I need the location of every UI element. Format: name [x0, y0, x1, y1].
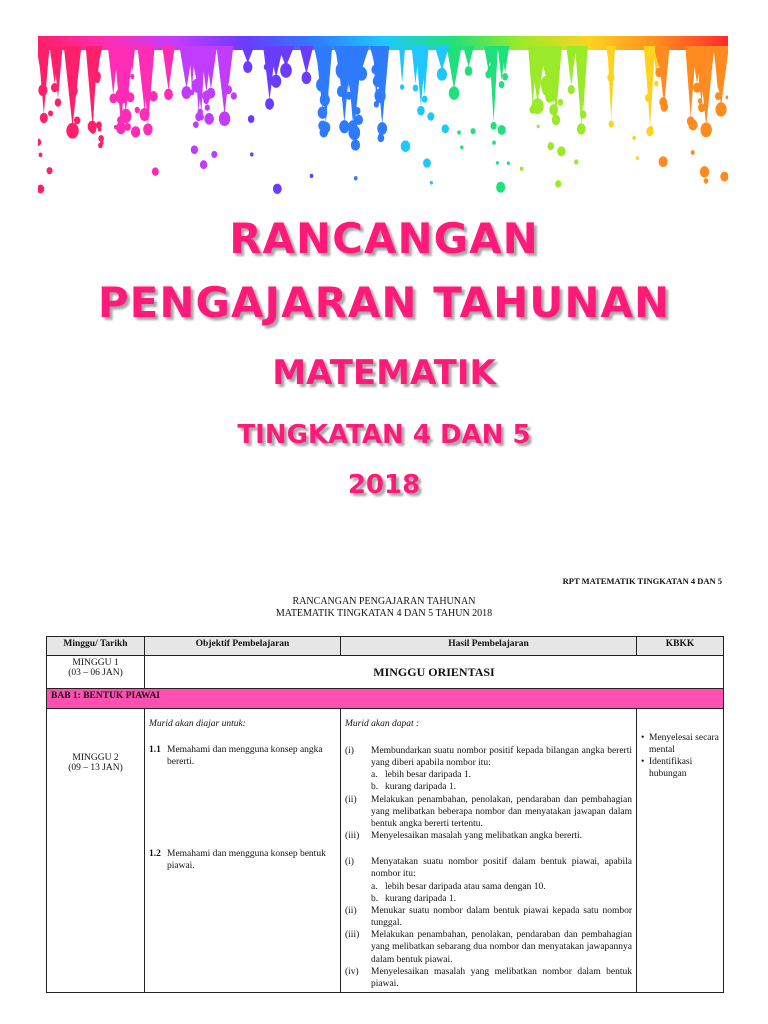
paint-drop	[95, 76, 100, 83]
outcome-list-1-1	[345, 745, 632, 842]
paint-drop	[225, 85, 232, 94]
paint-drop	[38, 185, 44, 194]
lesson-plan-table	[46, 636, 724, 993]
week2-dates: (09 – 13 JAN)	[68, 763, 123, 773]
paint-drop	[265, 98, 274, 110]
paint-drop	[98, 135, 104, 142]
paint-drop	[124, 123, 131, 131]
outcome-number: (ii)	[345, 905, 357, 916]
paint-drop	[507, 161, 510, 165]
paint-drop	[427, 112, 434, 121]
kbkk-item: • Identifikasi hubungan	[641, 757, 719, 781]
paint-drop	[38, 139, 41, 146]
paint-drop	[351, 140, 360, 151]
paint-drop	[691, 150, 695, 155]
outcome-intro: Murid akan dapat :	[345, 719, 420, 729]
paint-drop	[457, 130, 461, 134]
paint-drop	[688, 119, 697, 130]
paint-drop	[248, 115, 255, 123]
paint-drip	[241, 46, 254, 63]
paint-drip	[645, 46, 656, 127]
outcome-item	[345, 830, 632, 842]
paint-drop	[417, 106, 424, 116]
paint-drop	[465, 66, 473, 76]
table-row-week2	[47, 709, 724, 993]
outcome-number: (i)	[345, 857, 354, 868]
paint-drop	[401, 140, 411, 152]
outcome-number: b.	[371, 782, 379, 793]
paint-drop	[496, 161, 499, 165]
outcome-subitem	[345, 881, 632, 893]
paint-drop	[492, 140, 496, 144]
kbkk-text: Menyelesai secara mental	[649, 733, 719, 755]
header-outcome: Hasil Pembelajaran	[341, 637, 637, 656]
outcome-text: lebih besar daripada atau sama dengan 10.	[385, 881, 546, 892]
objective-1-1	[149, 745, 336, 769]
paint-drop	[55, 98, 62, 106]
paint-drop	[126, 92, 134, 102]
outcome-cell	[341, 709, 637, 993]
paint-drop	[608, 121, 613, 128]
paint-drop	[211, 151, 217, 158]
outcome-subitem	[345, 781, 632, 793]
outcome-number: (iii)	[345, 831, 360, 842]
week2-label: MINGGU 2	[72, 753, 119, 763]
paint-drop	[568, 85, 575, 94]
orientation-cell: MINGGU ORIENTASI	[145, 656, 724, 689]
paint-drop	[348, 125, 360, 140]
outcome-text: Melakukan penambahan, penolakan, pendaraban dan pembahagian yang melibatkan sebarang dua nombor dan menyatakan jawapannya dalam bentuk piawai.	[371, 930, 632, 965]
objective-number: 1.1	[149, 745, 161, 755]
paint-drop	[96, 121, 102, 128]
paint-drop	[400, 84, 404, 90]
paint-drop	[423, 158, 431, 167]
paint-drip	[685, 46, 696, 117]
paint-drip	[463, 46, 474, 67]
paint-drop	[661, 102, 669, 112]
cover-title-line1: RANCANGAN	[229, 214, 539, 263]
paint-drop	[413, 85, 418, 92]
week1-label: MINGGU 1	[72, 658, 119, 668]
paint-drop	[437, 68, 447, 81]
paint-drip	[399, 46, 405, 83]
paint-drop	[377, 122, 387, 135]
paint-drop	[449, 86, 460, 100]
paint-drop	[654, 81, 658, 87]
paint-drop	[90, 126, 96, 134]
paint-drop	[200, 160, 207, 169]
paint-drop	[280, 63, 292, 78]
paint-drop	[498, 125, 506, 135]
paint-drop	[577, 123, 586, 134]
kbkk-item: • Menyelesai secara mental	[641, 733, 719, 755]
cover-title-line2: PENGAJARAN TAHUNAN	[97, 278, 671, 327]
outcome-item	[345, 794, 632, 830]
cover-subject: MATEMATIK	[272, 353, 496, 393]
paint-drop	[152, 167, 159, 175]
paint-drips-banner	[38, 36, 728, 196]
paint-drop	[114, 125, 118, 129]
paint-drop	[131, 126, 140, 137]
paint-drop	[555, 180, 561, 187]
paint-drop	[193, 121, 199, 128]
objective-cell	[145, 709, 341, 993]
paint-drop	[98, 127, 102, 131]
objective-intro: Murid akan diajar untuk:	[149, 719, 246, 729]
paint-drop	[205, 104, 210, 110]
paint-drop	[66, 123, 78, 139]
paint-drop	[485, 71, 491, 79]
paint-drop	[310, 174, 314, 178]
outcome-subitem	[345, 893, 632, 905]
outcome-text: Menyelesaikan masalah yang melibatkan nombor dalam bentuk piawai.	[371, 966, 632, 989]
paint-drop	[250, 152, 253, 156]
paint-drop	[537, 102, 543, 109]
paint-drip	[38, 46, 49, 114]
paint-drop	[442, 124, 449, 133]
paint-drop	[320, 127, 329, 137]
kbkk-cell	[637, 709, 724, 993]
paint-drip	[606, 46, 616, 73]
paint-drop	[109, 94, 117, 104]
paint-drop	[430, 181, 433, 185]
paint-drop	[704, 178, 709, 184]
objective-text: Memahami dan mengguna konsep angka bererti.	[167, 745, 323, 767]
paint-drop	[339, 120, 349, 133]
paint-drop	[558, 99, 564, 106]
paint-drip	[435, 46, 450, 70]
paint-drop	[496, 182, 505, 193]
doc-title-line2: MATEMATIK TINGKATAN 4 DAN 5 TAHUN 2018	[275, 608, 493, 619]
paint-drop	[219, 111, 230, 126]
paint-drop	[117, 116, 123, 124]
paint-drop	[149, 91, 158, 102]
running-header: RPT MATEMATIK TINGKATAN 4 DAN 5	[562, 576, 722, 586]
paint-drop	[243, 61, 252, 73]
paint-drop	[607, 73, 614, 82]
paint-drop	[470, 128, 475, 134]
table-header-row	[47, 637, 724, 656]
paint-drip	[489, 46, 498, 122]
outcome-text: kurang daripada 1.	[385, 893, 456, 904]
outcome-item	[345, 929, 632, 965]
paint-drop	[460, 145, 463, 149]
paint-drop	[135, 107, 140, 113]
paint-drop	[203, 98, 208, 105]
week1-dates: (03 – 06 JAN)	[68, 668, 123, 678]
outcome-item	[345, 966, 632, 990]
paint-drop	[700, 166, 710, 177]
outcome-number: a.	[371, 770, 378, 781]
paint-drop	[40, 113, 48, 123]
outcome-subitem	[345, 769, 632, 781]
paint-drop	[719, 108, 724, 115]
paint-drop	[491, 122, 497, 130]
outcome-number: (ii)	[345, 794, 357, 805]
paint-drip	[162, 46, 175, 90]
paint-drop	[130, 74, 134, 79]
paint-drop	[204, 113, 214, 125]
paint-drop	[655, 67, 663, 77]
paint-drop	[698, 103, 705, 112]
paint-drop	[636, 156, 639, 160]
cover-level: TINGKATAN 4 DAN 5	[237, 420, 531, 450]
outcome-number: (iv)	[345, 966, 359, 977]
paint-drop	[520, 167, 524, 171]
paint-drop	[354, 107, 360, 115]
paint-drip	[566, 46, 576, 86]
paint-drop	[725, 95, 728, 99]
paint-drop	[557, 146, 565, 156]
objective-text: Memahami dan mengguna konsep bentuk piawai.	[167, 848, 326, 871]
paint-drop	[355, 115, 363, 125]
table-row-week1	[47, 656, 724, 689]
paint-drop	[273, 184, 282, 194]
paint-drop	[720, 172, 728, 182]
paint-drop	[39, 153, 43, 157]
outcome-list-1-2	[345, 856, 632, 990]
paint-drop	[537, 124, 540, 128]
paint-drip	[263, 46, 276, 100]
header-kbkk: KBKK	[637, 637, 724, 656]
paint-drop	[549, 104, 558, 115]
paint-drop	[70, 86, 78, 96]
paint-drop	[502, 73, 508, 81]
paint-drop	[143, 123, 152, 135]
outcome-text: Menyelesaikan masalah yang melibatkan angka bererti.	[371, 831, 583, 842]
paint-drop	[659, 156, 668, 167]
paint-drop	[580, 110, 587, 118]
outcome-text: Menyatakan suatu nombor positif dalam bentuk piawai, apabila nombor itu:	[371, 857, 632, 880]
paint-drop	[373, 75, 382, 87]
paint-drop	[422, 95, 428, 102]
outcome-text: lebih besar daripada 1.	[385, 770, 471, 781]
outcome-text: Melakukan penambahan, penolakan, pendaraban dan pembahagian yang melibatkan beberapa nombor dan menyatakan jawapan dalam bentuk angka bererti tertentu.	[371, 794, 632, 829]
paint-drop	[552, 114, 560, 125]
outcome-text: Menukar suatu nombor dalam bentuk piawai kepada satu nombor tunggal.	[371, 905, 632, 929]
header-objective: Objektif Pembelajaran	[145, 637, 341, 656]
paint-drop	[191, 145, 198, 154]
paint-drop	[74, 117, 80, 125]
header-week: Minggu/ Tarikh	[47, 637, 145, 656]
paint-drop	[271, 75, 281, 88]
paint-drop	[377, 134, 384, 142]
outcome-text: kurang daripada 1.	[385, 782, 456, 793]
paint-drop	[302, 72, 312, 85]
paint-drop	[190, 89, 194, 95]
paint-drop	[195, 112, 202, 121]
paint-drop	[547, 142, 554, 150]
objective-1-2	[149, 849, 336, 873]
outcome-number: (iii)	[345, 930, 360, 941]
paint-drop	[164, 89, 173, 100]
outcome-item	[345, 856, 632, 880]
week1-cell	[47, 656, 145, 689]
cover-year: 2018	[347, 470, 421, 500]
paint-drop	[231, 92, 237, 99]
chapter-title: BAB 1: BENTUK PIAWAI	[47, 689, 724, 709]
paint-drip	[446, 46, 461, 89]
paint-drop	[649, 126, 654, 132]
outcome-text: Membundarkan suatu nombor positif kepada bilangan angka bererti yang diberi apabila nombor itu:	[371, 746, 632, 769]
outcome-number: (i)	[345, 746, 354, 756]
doc-title-line1: RANCANGAN PENGAJARAN TAHUNAN	[292, 596, 476, 607]
objective-number: 1.2	[149, 848, 161, 859]
paint-drop	[632, 136, 636, 140]
paint-drip	[299, 46, 313, 74]
paint-drop	[545, 91, 554, 102]
paint-drop	[207, 88, 215, 99]
outcome-number: a.	[371, 881, 378, 892]
paint-drop	[48, 110, 53, 116]
paint-drop	[100, 141, 103, 145]
outcome-item	[345, 905, 632, 929]
paint-drop	[47, 167, 53, 174]
paint-drop	[499, 81, 505, 88]
paint-drop	[574, 159, 578, 164]
week2-cell	[47, 709, 145, 993]
chapter-row	[47, 689, 724, 709]
paint-drop	[700, 123, 711, 138]
outcome-item	[345, 745, 632, 769]
outcome-number: b.	[371, 893, 379, 904]
paint-drop	[354, 176, 358, 180]
kbkk-text: Identifikasi hubungan	[649, 756, 693, 779]
